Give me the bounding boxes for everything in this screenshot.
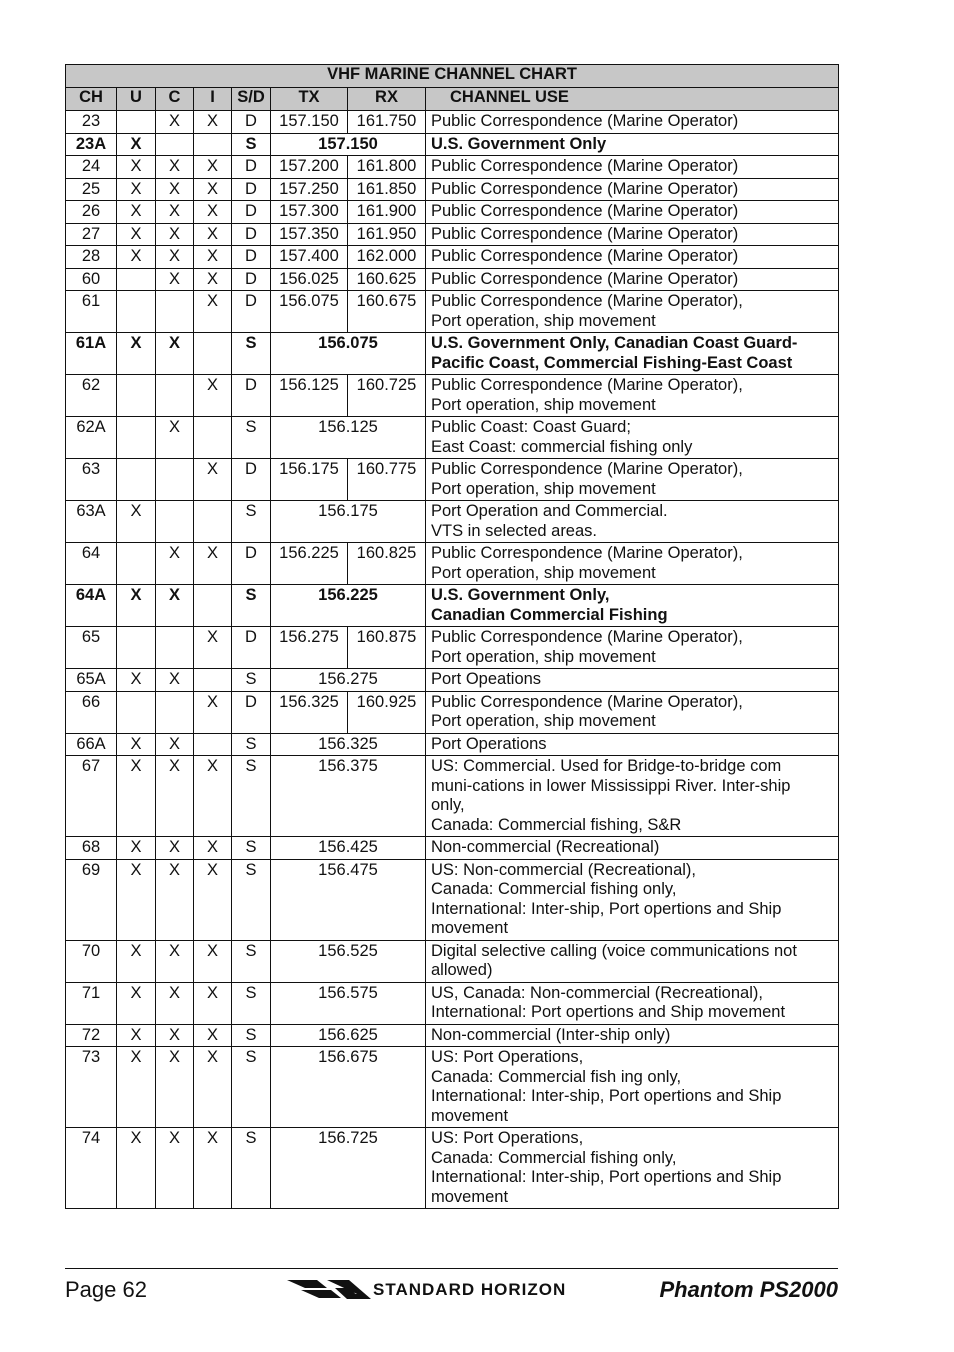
cell-channel: 27 bbox=[66, 223, 117, 246]
cell-us: X bbox=[117, 733, 156, 756]
cell-tx: 156.325 bbox=[271, 691, 348, 733]
cell-us bbox=[117, 417, 156, 459]
cell-tx: 157.400 bbox=[271, 246, 348, 269]
cell-simplex-duplex: D bbox=[232, 201, 271, 224]
chart-title: VHF MARINE CHANNEL CHART bbox=[66, 65, 839, 88]
cell-international: X bbox=[194, 543, 232, 585]
cell-international: X bbox=[194, 756, 232, 837]
brand-name: STANDARD HORIZON bbox=[373, 1280, 567, 1299]
cell-frequency: 156.575 bbox=[271, 982, 426, 1024]
cell-international: X bbox=[194, 691, 232, 733]
cell-tx: 157.150 bbox=[271, 111, 348, 134]
cell-us: X bbox=[117, 585, 156, 627]
cell-canada: X bbox=[156, 1024, 194, 1047]
cell-international bbox=[194, 417, 232, 459]
table-row bbox=[66, 459, 839, 501]
page-number: Page 62 bbox=[65, 1277, 147, 1302]
cell-us: X bbox=[117, 940, 156, 982]
table-row bbox=[66, 375, 839, 417]
header-ch: CH bbox=[66, 88, 117, 111]
cell-channel-use: Public Correspondence (Marine Operator), Port operation, ship movement bbox=[426, 691, 839, 733]
cell-frequency: 156.275 bbox=[271, 669, 426, 692]
table-row bbox=[66, 1024, 839, 1047]
cell-rx: 162.000 bbox=[348, 246, 426, 269]
cell-channel: 64 bbox=[66, 543, 117, 585]
cell-channel: 70 bbox=[66, 940, 117, 982]
cell-us: X bbox=[117, 1024, 156, 1047]
table-row bbox=[66, 178, 839, 201]
cell-canada bbox=[156, 627, 194, 669]
cell-frequency: 156.625 bbox=[271, 1024, 426, 1047]
cell-simplex-duplex: S bbox=[232, 756, 271, 837]
cell-us: X bbox=[117, 756, 156, 837]
cell-channel-use: Non-commercial (Recreational) bbox=[426, 837, 839, 860]
cell-channel-use: U.S. Government Only bbox=[426, 133, 839, 156]
cell-international bbox=[194, 333, 232, 375]
table-row bbox=[66, 733, 839, 756]
cell-simplex-duplex: S bbox=[232, 501, 271, 543]
cell-channel-use: Digital selective calling (voice communications not allowed) bbox=[426, 940, 839, 982]
cell-channel-use: US, Canada: Non-commercial (Recreational), International: Port opertions and Ship movement bbox=[426, 982, 839, 1024]
cell-channel: 62A bbox=[66, 417, 117, 459]
cell-tx: 157.200 bbox=[271, 156, 348, 179]
cell-us bbox=[117, 543, 156, 585]
cell-us: X bbox=[117, 246, 156, 269]
cell-tx: 157.250 bbox=[271, 178, 348, 201]
cell-frequency: 156.325 bbox=[271, 733, 426, 756]
cell-canada: X bbox=[156, 333, 194, 375]
cell-channel: 26 bbox=[66, 201, 117, 224]
cell-simplex-duplex: S bbox=[232, 940, 271, 982]
cell-international: X bbox=[194, 201, 232, 224]
cell-tx: 156.175 bbox=[271, 459, 348, 501]
table-row bbox=[66, 669, 839, 692]
header-rx: RX bbox=[348, 88, 426, 111]
cell-frequency: 157.150 bbox=[271, 133, 426, 156]
cell-simplex-duplex: D bbox=[232, 375, 271, 417]
cell-rx: 161.750 bbox=[348, 111, 426, 134]
cell-channel-use: Port Operation and Commercial. VTS in selected areas. bbox=[426, 501, 839, 543]
cell-channel-use: Port Opeations bbox=[426, 669, 839, 692]
cell-simplex-duplex: S bbox=[232, 733, 271, 756]
cell-channel-use: Public Correspondence (Marine Operator), Port operation, ship movement bbox=[426, 375, 839, 417]
cell-channel-use: Non-commercial (Inter-ship only) bbox=[426, 1024, 839, 1047]
cell-canada: X bbox=[156, 756, 194, 837]
header-tx: TX bbox=[271, 88, 348, 111]
cell-international: X bbox=[194, 1024, 232, 1047]
cell-simplex-duplex: S bbox=[232, 417, 271, 459]
cell-us: X bbox=[117, 1047, 156, 1128]
cell-us bbox=[117, 627, 156, 669]
cell-channel-use: Public Correspondence (Marine Operator) bbox=[426, 156, 839, 179]
cell-us: X bbox=[117, 501, 156, 543]
footer-rule bbox=[65, 1268, 838, 1269]
cell-simplex-duplex: D bbox=[232, 178, 271, 201]
cell-channel: 74 bbox=[66, 1128, 117, 1209]
cell-simplex-duplex: S bbox=[232, 837, 271, 860]
cell-canada: X bbox=[156, 417, 194, 459]
header-sd: S/D bbox=[232, 88, 271, 111]
table-row bbox=[66, 111, 839, 134]
cell-international: X bbox=[194, 246, 232, 269]
cell-international: X bbox=[194, 837, 232, 860]
cell-channel-use: Public Correspondence (Marine Operator), Port operation, ship movement bbox=[426, 459, 839, 501]
header-u: U bbox=[117, 88, 156, 111]
cell-international bbox=[194, 133, 232, 156]
cell-international bbox=[194, 733, 232, 756]
cell-channel: 71 bbox=[66, 982, 117, 1024]
cell-channel: 66A bbox=[66, 733, 117, 756]
cell-us bbox=[117, 291, 156, 333]
cell-frequency: 156.075 bbox=[271, 333, 426, 375]
cell-international: X bbox=[194, 291, 232, 333]
cell-channel-use: Public Correspondence (Marine Operator) bbox=[426, 178, 839, 201]
cell-simplex-duplex: D bbox=[232, 627, 271, 669]
table-row bbox=[66, 1128, 839, 1209]
cell-simplex-duplex: D bbox=[232, 223, 271, 246]
cell-channel-use: Public Correspondence (Marine Operator) bbox=[426, 223, 839, 246]
cell-us bbox=[117, 268, 156, 291]
cell-channel: 25 bbox=[66, 178, 117, 201]
cell-us: X bbox=[117, 837, 156, 860]
cell-simplex-duplex: S bbox=[232, 133, 271, 156]
cell-tx: 156.125 bbox=[271, 375, 348, 417]
cell-frequency: 156.125 bbox=[271, 417, 426, 459]
table-row bbox=[66, 691, 839, 733]
cell-tx: 157.300 bbox=[271, 201, 348, 224]
cell-simplex-duplex: D bbox=[232, 459, 271, 501]
table-row bbox=[66, 417, 839, 459]
cell-rx: 160.625 bbox=[348, 268, 426, 291]
cell-us: X bbox=[117, 201, 156, 224]
cell-international: X bbox=[194, 156, 232, 179]
cell-simplex-duplex: D bbox=[232, 291, 271, 333]
cell-channel-use: US: Port Operations, Canada: Commercial fishing only, International: Inter-ship, Port opertions and Ship movement bbox=[426, 1128, 839, 1209]
table-row bbox=[66, 859, 839, 940]
cell-canada bbox=[156, 291, 194, 333]
cell-international: X bbox=[194, 178, 232, 201]
cell-simplex-duplex: S bbox=[232, 1128, 271, 1209]
cell-channel: 62 bbox=[66, 375, 117, 417]
cell-canada: X bbox=[156, 111, 194, 134]
cell-tx: 157.350 bbox=[271, 223, 348, 246]
cell-channel: 63 bbox=[66, 459, 117, 501]
cell-channel: 67 bbox=[66, 756, 117, 837]
cell-simplex-duplex: S bbox=[232, 1024, 271, 1047]
table-row bbox=[66, 133, 839, 156]
cell-canada: X bbox=[156, 156, 194, 179]
cell-channel: 28 bbox=[66, 246, 117, 269]
cell-rx: 161.800 bbox=[348, 156, 426, 179]
model-name: Phantom PS2000 bbox=[659, 1277, 838, 1302]
cell-us: X bbox=[117, 982, 156, 1024]
cell-canada bbox=[156, 501, 194, 543]
cell-canada: X bbox=[156, 733, 194, 756]
cell-channel-use: Public Correspondence (Marine Operator) bbox=[426, 111, 839, 134]
table-row bbox=[66, 246, 839, 269]
cell-tx: 156.275 bbox=[271, 627, 348, 669]
cell-channel-use: Public Correspondence (Marine Operator), Port operation, ship movement bbox=[426, 291, 839, 333]
cell-us: X bbox=[117, 1128, 156, 1209]
cell-frequency: 156.475 bbox=[271, 859, 426, 940]
cell-channel-use: Public Correspondence (Marine Operator) bbox=[426, 268, 839, 291]
cell-channel-use: U.S. Government Only, Canadian Coast Guard- Pacific Coast, Commercial Fishing-East Coast bbox=[426, 333, 839, 375]
cell-canada: X bbox=[156, 201, 194, 224]
cell-international: X bbox=[194, 1047, 232, 1128]
cell-channel: 60 bbox=[66, 268, 117, 291]
cell-simplex-duplex: D bbox=[232, 268, 271, 291]
cell-frequency: 156.425 bbox=[271, 837, 426, 860]
cell-canada: X bbox=[156, 178, 194, 201]
table-row bbox=[66, 223, 839, 246]
cell-channel: 69 bbox=[66, 859, 117, 940]
cell-channel-use: Public Correspondence (Marine Operator) bbox=[426, 201, 839, 224]
cell-canada: X bbox=[156, 982, 194, 1024]
cell-canada bbox=[156, 133, 194, 156]
cell-channel-use: US: Commercial. Used for Bridge-to-bridge com muni-cations in lower Mississippi River. Inter-ship only, Canada: Commercial fishing, S&R bbox=[426, 756, 839, 837]
table-row bbox=[66, 268, 839, 291]
table-row bbox=[66, 333, 839, 375]
cell-channel: 61 bbox=[66, 291, 117, 333]
cell-channel: 65 bbox=[66, 627, 117, 669]
cell-rx: 160.725 bbox=[348, 375, 426, 417]
cell-us bbox=[117, 375, 156, 417]
cell-frequency: 156.225 bbox=[271, 585, 426, 627]
vhf-channel-chart bbox=[65, 64, 839, 1209]
cell-international: X bbox=[194, 223, 232, 246]
cell-channel: 64A bbox=[66, 585, 117, 627]
cell-canada: X bbox=[156, 543, 194, 585]
cell-tx: 156.225 bbox=[271, 543, 348, 585]
cell-channel: 72 bbox=[66, 1024, 117, 1047]
cell-channel-use: US: Non-commercial (Recreational), Canada: Commercial fishing only, International: Inter-ship, Port opertions and Ship movement bbox=[426, 859, 839, 940]
cell-canada: X bbox=[156, 223, 194, 246]
cell-channel-use: Public Coast: Coast Guard; East Coast: commercial fishing only bbox=[426, 417, 839, 459]
cell-canada bbox=[156, 375, 194, 417]
chart-body bbox=[66, 111, 839, 1209]
cell-canada: X bbox=[156, 268, 194, 291]
cell-simplex-duplex: S bbox=[232, 859, 271, 940]
header-i: I bbox=[194, 88, 232, 111]
cell-canada: X bbox=[156, 940, 194, 982]
table-row bbox=[66, 940, 839, 982]
cell-international: X bbox=[194, 375, 232, 417]
brand-logo bbox=[287, 1278, 622, 1302]
cell-rx: 160.775 bbox=[348, 459, 426, 501]
cell-us: X bbox=[117, 333, 156, 375]
table-row bbox=[66, 201, 839, 224]
cell-us bbox=[117, 111, 156, 134]
cell-channel: 66 bbox=[66, 691, 117, 733]
cell-simplex-duplex: S bbox=[232, 982, 271, 1024]
cell-channel: 63A bbox=[66, 501, 117, 543]
cell-us bbox=[117, 691, 156, 733]
cell-rx: 161.950 bbox=[348, 223, 426, 246]
table-row bbox=[66, 156, 839, 179]
table-row bbox=[66, 627, 839, 669]
cell-us bbox=[117, 459, 156, 501]
cell-channel-use: Port Operations bbox=[426, 733, 839, 756]
cell-simplex-duplex: S bbox=[232, 669, 271, 692]
cell-simplex-duplex: S bbox=[232, 333, 271, 375]
cell-simplex-duplex: D bbox=[232, 543, 271, 585]
cell-international: X bbox=[194, 459, 232, 501]
cell-canada bbox=[156, 459, 194, 501]
cell-international: X bbox=[194, 859, 232, 940]
table-row bbox=[66, 982, 839, 1024]
cell-channel-use: US: Port Operations, Canada: Commercial fish ing only, International: Inter-ship, Port opertions and Ship movement bbox=[426, 1047, 839, 1128]
cell-channel-use: Public Correspondence (Marine Operator), Port operation, ship movement bbox=[426, 543, 839, 585]
cell-us: X bbox=[117, 178, 156, 201]
cell-canada: X bbox=[156, 1047, 194, 1128]
cell-international: X bbox=[194, 1128, 232, 1209]
cell-frequency: 156.175 bbox=[271, 501, 426, 543]
cell-canada: X bbox=[156, 859, 194, 940]
cell-international: X bbox=[194, 940, 232, 982]
cell-simplex-duplex: D bbox=[232, 156, 271, 179]
cell-canada: X bbox=[156, 669, 194, 692]
cell-international: X bbox=[194, 627, 232, 669]
cell-rx: 160.925 bbox=[348, 691, 426, 733]
table-row bbox=[66, 1047, 839, 1128]
cell-frequency: 156.525 bbox=[271, 940, 426, 982]
header-channel-use: CHANNEL USE bbox=[426, 88, 839, 111]
cell-simplex-duplex: S bbox=[232, 585, 271, 627]
cell-channel-use: U.S. Government Only, Canadian Commercial Fishing bbox=[426, 585, 839, 627]
table-row bbox=[66, 543, 839, 585]
cell-channel: 73 bbox=[66, 1047, 117, 1128]
cell-frequency: 156.725 bbox=[271, 1128, 426, 1209]
cell-us: X bbox=[117, 133, 156, 156]
table-row bbox=[66, 501, 839, 543]
standard-horizon-wing-icon bbox=[287, 1278, 371, 1302]
cell-channel: 61A bbox=[66, 333, 117, 375]
cell-us: X bbox=[117, 669, 156, 692]
cell-international: X bbox=[194, 111, 232, 134]
cell-channel: 23A bbox=[66, 133, 117, 156]
header-row bbox=[66, 88, 839, 111]
header-c: C bbox=[156, 88, 194, 111]
cell-channel-use: Public Correspondence (Marine Operator) bbox=[426, 246, 839, 269]
cell-international bbox=[194, 669, 232, 692]
cell-us: X bbox=[117, 223, 156, 246]
table-row bbox=[66, 756, 839, 837]
cell-international: X bbox=[194, 982, 232, 1024]
cell-channel: 23 bbox=[66, 111, 117, 134]
cell-international bbox=[194, 501, 232, 543]
cell-simplex-duplex: D bbox=[232, 111, 271, 134]
cell-rx: 160.825 bbox=[348, 543, 426, 585]
table-row bbox=[66, 837, 839, 860]
cell-rx: 161.900 bbox=[348, 201, 426, 224]
cell-international bbox=[194, 585, 232, 627]
cell-us: X bbox=[117, 156, 156, 179]
table-row bbox=[66, 291, 839, 333]
cell-channel-use: Public Correspondence (Marine Operator), Port operation, ship movement bbox=[426, 627, 839, 669]
cell-canada: X bbox=[156, 246, 194, 269]
cell-canada bbox=[156, 691, 194, 733]
cell-canada: X bbox=[156, 837, 194, 860]
cell-simplex-duplex: D bbox=[232, 246, 271, 269]
cell-channel: 68 bbox=[66, 837, 117, 860]
cell-frequency: 156.675 bbox=[271, 1047, 426, 1128]
cell-simplex-duplex: D bbox=[232, 691, 271, 733]
table-row bbox=[66, 585, 839, 627]
cell-canada: X bbox=[156, 1128, 194, 1209]
cell-international: X bbox=[194, 268, 232, 291]
cell-us: X bbox=[117, 859, 156, 940]
cell-rx: 160.675 bbox=[348, 291, 426, 333]
cell-rx: 160.875 bbox=[348, 627, 426, 669]
cell-tx: 156.075 bbox=[271, 291, 348, 333]
cell-channel: 65A bbox=[66, 669, 117, 692]
cell-frequency: 156.375 bbox=[271, 756, 426, 837]
cell-rx: 161.850 bbox=[348, 178, 426, 201]
cell-simplex-duplex: S bbox=[232, 1047, 271, 1128]
cell-channel: 24 bbox=[66, 156, 117, 179]
cell-canada: X bbox=[156, 585, 194, 627]
cell-tx: 156.025 bbox=[271, 268, 348, 291]
